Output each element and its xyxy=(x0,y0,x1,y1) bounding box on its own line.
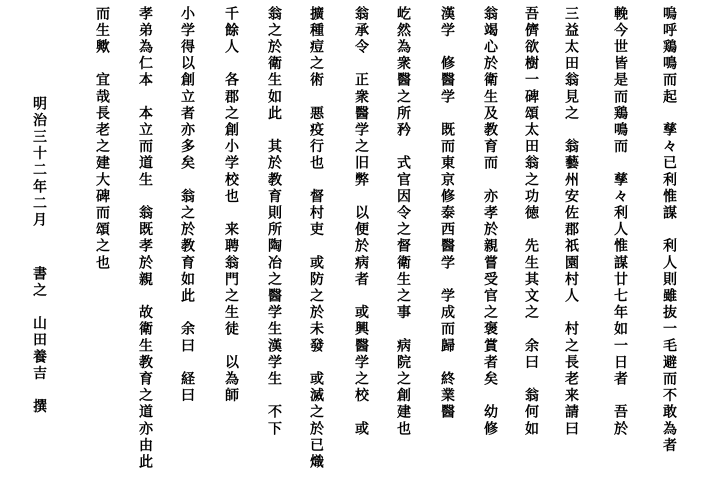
text-column-14: 而生歟 宜哉長老之建大碑而頌之也 xyxy=(94,6,110,272)
text-column-9: 擴種痘之術 悪疫行也 督村吏 或防之於未發 或滅之於已熾 xyxy=(308,6,324,471)
text-column-1: 嗚呼鶏鳴而起 孳々已利惟謀 利人則雖抜一毛避而不敢為者 xyxy=(661,6,677,455)
author-signature: 書之 山田養吉 撰 xyxy=(31,266,47,416)
text-column-11: 千餘人 各郡之創小学校也 来聘翁門之生徒 以為師 xyxy=(223,6,239,405)
text-column-12: 小学得以創立者亦多矣 翁之於教育如此 余曰 経曰 xyxy=(179,6,195,405)
text-column-4: 吾儕欲樹一碑頌太田翁之功徳 先生其文之 余曰 翁何如 xyxy=(523,6,539,438)
text-column-8: 翁承令 正衆醫学之旧弊 以便於病者 或興醫学之校 或 xyxy=(353,6,369,438)
text-column-3: 三益太田翁見之 翁藝州安佐郡祇園村人 村之長老来請曰 xyxy=(563,6,579,438)
text-column-10: 翁之於衛生如此 其於教育則所陶冶之醫学生漢学生 不下 xyxy=(266,6,282,438)
text-column-6: 漢学 修醫学 既而東京修泰西醫学 学成而歸 終業醫 xyxy=(439,6,455,421)
text-column-7: 屹然為衆醫之所矜 式官因令之督衛生之事 病院之創建也 xyxy=(395,6,411,438)
text-column-13: 孝弟為仁本 本立而道生 翁既孝於親 故衛生教育之道亦由此 xyxy=(137,6,153,471)
text-column-2: 輓今世皆是而鶏鳴而 孳々利人惟謀廿七年如一日者 吾於 xyxy=(612,6,628,438)
date-column: 明治三十二年二月 xyxy=(31,96,47,229)
text-column-5: 翁竭心於衛生及教育而 亦孝於親嘗受官之褒賞者矣 幼修 xyxy=(482,6,498,438)
